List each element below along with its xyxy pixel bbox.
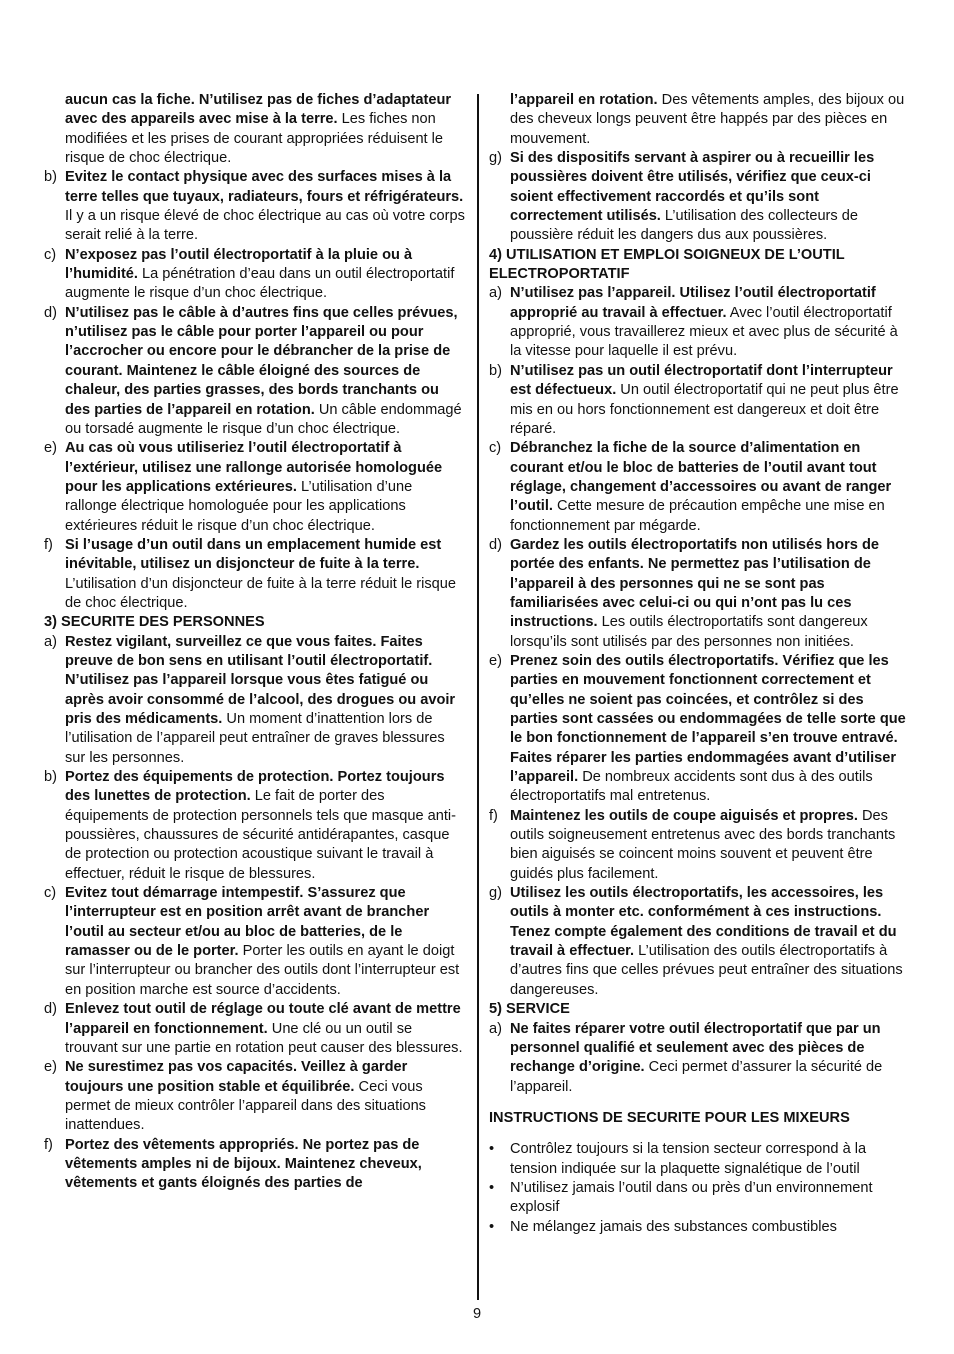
list-item-g-accessories: g) Utilisez les outils électroportatifs, les accessoires, les outils à monter etc. conformément à ces instructions. Tenez compte également des conditions de travail et du travail à effectuer. L’utilisation des outils électroportatifs à d’autres fins que celles prévues peut entraîner des situations dangereuses. [489, 885, 903, 998]
bullet-item: • N’utilisez jamais l’outil dans ou près d’un environnement explosif [489, 1179, 873, 1216]
left-column [44, 91, 468, 1194]
list-item-d-cable: d) N’utilisez pas le câble à d’autres fins que celles prévues, n’utilisez pas le câble pour porter l’appareil ou pour l’accrocher ou encore pour le débrancher de la prise de courant. Maintenez le câble éloigné des sources de chaleur, des parties grasses, des bords tranchants ou des parties de l’appareil en rotation. Un câble endommagé ou torsadé augmente le risque d’un choc électrique. [44, 304, 462, 437]
section-heading-tool-use: 4) UTILISATION ET EMPLOI SOIGNEUX DE L’OUTIL ELECTROPORTATIF [489, 246, 845, 283]
list-item-b-protection: b) Portez des équipements de protection. Portez toujours des lunettes de protection. Le fait de porter des équipements de protection personnels tels que masque anti-poussières, chaussures de sécurité antidérapantes, casque de protection ou protection acoustique suivant le travail à effectuer, réduit le risque de blessures. [44, 769, 457, 882]
list-item-f-cutting-tools: f) Maintenez les outils de coupe aiguisés et propres. Des outils soigneusement entretenus avec des bords tranchants bien aiguisés se coincent moins souvent et peuvent être guidés plus facilement. [489, 807, 896, 882]
continued-paragraph: l’appareil en rotation. Des vêtements amples, des bijoux ou des cheveux longs peuvent être happés par des pièces en mouvement. [510, 92, 905, 147]
list-item-d-keys: d) Enlevez tout outil de réglage ou toute clé avant de mettre l’appareil en fonctionnement. Une clé ou un outil se trouvant sur une partie en rotation peut causer des blessures. [44, 1001, 463, 1056]
list-item-b-earth-contact: b) Evitez le contact physique avec des surfaces mises à la terre telles que tuyaux, radiateurs, fours et réfrigérateurs. Il y a un risque élevé de choc électrique au cas où votre corps serait relié à la terre. [44, 169, 465, 244]
list-item-d-children: d) Gardez les outils électroportatifs non utilisés hors de portée des enfants. Ne permettez pas l’utilisation de l’appareil à des personnes qui ne se sont pas familiarisées avec celui-ci ou qui n’ont pas lu ces instructions. Les outils électroportatifs sont dangereux lorsqu’ils sont utilisés par des personnes non initiées. [489, 536, 879, 650]
section-heading-mixers: INSTRUCTIONS DE SECURITE POUR LES MIXEURS [489, 1109, 850, 1126]
page-number: 9 [472, 1306, 482, 1322]
bullet-item: • Ne mélangez jamais des substances combustibles [489, 1218, 837, 1235]
list-item-e-capacities: e) Ne surestimez pas vos capacités. Veillez à garder toujours une position stable et équilibrée. Ceci vous permet de mieux contrôler l’appareil dans des situations inattendues. [44, 1059, 426, 1134]
list-item-c-unplug: c) Débranchez la fiche de la source d’alimentation en courant et/ou le bloc de batteries de l’outil avant tout réglage, changement d’accessoires ou avant de ranger l’outil. Cette mesure de précaution empêche une mise en fonctionnement par mégarde. [489, 440, 892, 534]
column-divider [477, 94, 479, 1300]
right-column [489, 91, 913, 1237]
list-item-a-overload: a) N’utilisez pas l’appareil. Utilisez l’outil électroportatif approprié au travail à effectuer. Avec l’outil électroportatif approprié, vous travaillerez mieux et avec plus de sécurité à la vitesse pour laquelle il est prévu. [489, 285, 898, 360]
list-item-f-clothing: f) Portez des vêtements appropriés. Ne portez pas de vêtements amples ni de bijoux. Maintenez cheveux, vêtements et gants éloignés des parties de [44, 1136, 422, 1192]
section-heading-personal-safety: 3) SECURITE DES PERSONNES [44, 614, 265, 631]
list-item-f-humid: f) Si l’usage d’un outil dans un emplacement humide est inévitable, utilisez un disjoncteur de fuite à la terre. L’utilisation d’un disjoncteur de fuite à la terre réduit le risque de choc électrique. [44, 536, 457, 611]
list-item-a-repair: a) Ne faites réparer votre outil électroportatif que par un personnel qualifié et seulement avec des pièces de rechange d’origine. Ceci permet d’assurer la sécurité de l’appareil. [489, 1020, 883, 1095]
list-item-e-maintenance: e) Prenez soin des outils électroportatifs. Vérifiez que les parties en mouvement fonctionnent correctement et qu’elles ne soient pas coincées, et contrôlez si des parties sont cassées ou endommagées de telle sorte que le bon fonctionnement de l’appareil s’en trouve entravé. Faites réparer les parties endommagées avant d’utiliser l’appareil. De nombreux accidents sont dus à des outils électroportatifs mal entretenus. [489, 652, 906, 805]
continued-paragraph: aucun cas la fiche. N’utilisez pas de fiches d’adaptateur avec des appareils avec mise à la terre. Les fiches non modifiées et les prises de courant appropriées réduisent le risque de choc électrique. [65, 92, 452, 167]
list-item-g-dust: g) Si des dispositifs servant à aspirer ou à recueillir les poussières doivent être utilisés, vérifiez que ceux-ci soient effectivement raccordés et qu’ils sont correctement utilisés. L’utilisation des collecteurs de poussière réduit les dangers dus aux poussières. [489, 150, 875, 244]
list-item-b-switch: b) N’utilisez pas un outil électroportatif dont l’interrupteur est défectueux. Un outil électroportatif qui ne peut plus être mis en ou hors fonctionnement est dangereux et doit être réparé. [489, 362, 899, 437]
section-heading-service: 5) SERVICE [489, 1001, 570, 1018]
list-item-c-startup: c) Evitez tout démarrage intempestif. S’assurez que l’interrupteur est en position arrêt avant de brancher l’outil au secteur et/ou au bloc de batteries, de le ramasser ou de le porter. Porter les outils en ayant le doigt sur l’interrupteur ou brancher des outils dont l’interrupteur est en position marche est source d’accidents. [44, 885, 460, 998]
list-item-a-vigilant: a) Restez vigilant, surveillez ce que vous faites. Faites preuve de bon sens en utilisant l’outil électroportatif. N’utilisez pas l’appareil lorsque vous êtes fatigué ou après avoir consommé de l’alcool, des drogues ou avoir pris des médicaments. Un moment d’inattention lors de l’utilisation de l’appareil peut entraîner de graves blessures sur les personnes. [44, 633, 456, 766]
list-item-c-rain: c) N’exposez pas l’outil électroportatif à la pluie ou à l’humidité. La pénétration d’eau dans un outil électroportatif augmente le risque d’un choc électrique. [44, 246, 455, 302]
bullet-item: • Contrôlez toujours si la tension secteur correspond à la tension indiquée sur la plaquette signalétique de l’outil [489, 1141, 867, 1177]
list-item-e-extension: e) Au cas où vous utiliseriez l’outil électroportatif à l’extérieur, utilisez une rallonge autorisée homologuée pour les applications extérieures. L’utilisation d’une rallonge électrique homologuée pour les applications extérieures réduit le risque d’un choc électrique. [44, 440, 443, 534]
